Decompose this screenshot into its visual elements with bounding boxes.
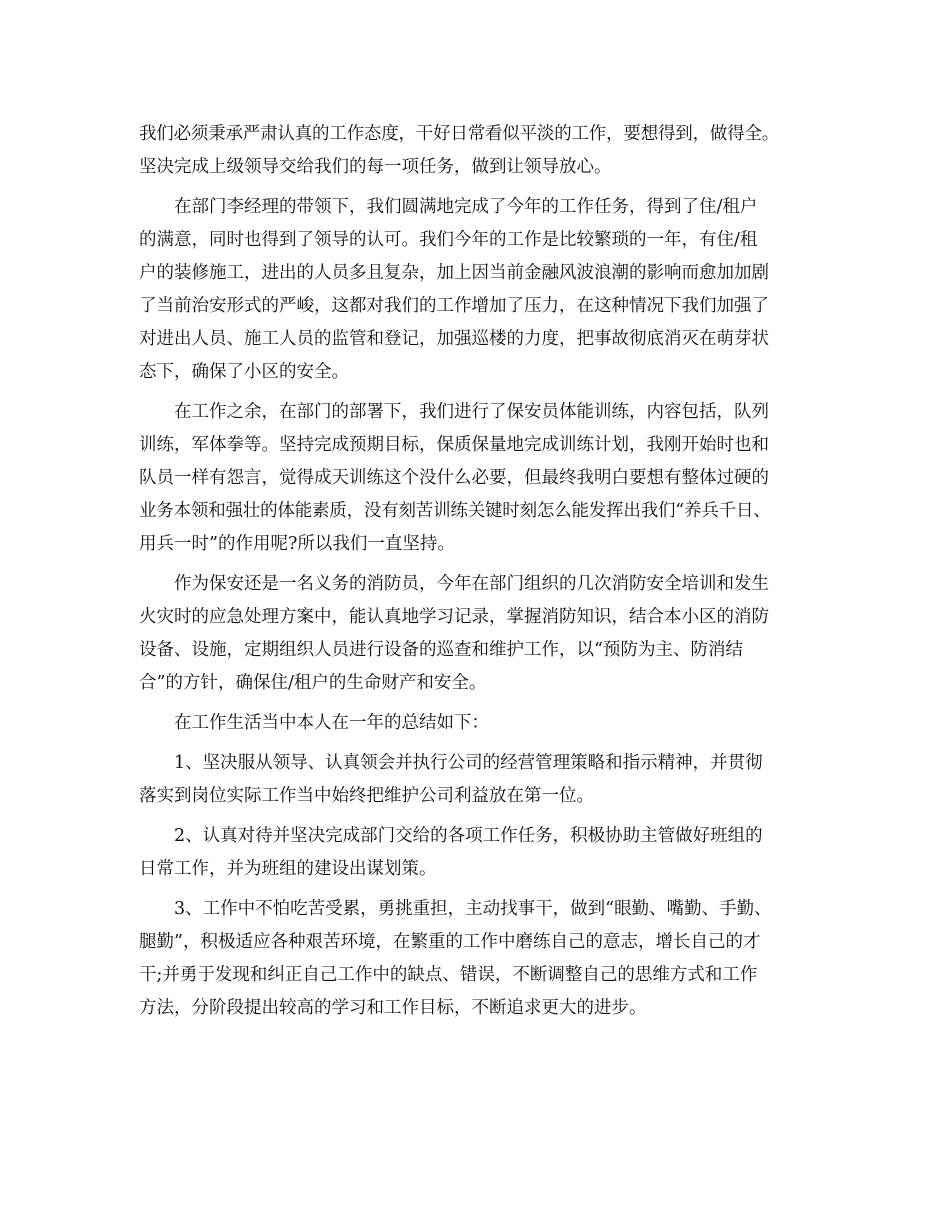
text-line: 落实到岗位实际工作当中始终把维护公司利益放在第一位。 [139, 786, 594, 806]
text-line: 火灾时的应急处理方案中，能认真地学习记录，掌握消防知识，结合本小区的消防 [139, 607, 769, 627]
text-line: 训练，军体拳等。坚持完成预期目标，保质保量地完成训练计划，我刚开始时也和 [139, 435, 769, 455]
text-line: 在工作生活当中本人在一年的总结如下： [139, 713, 489, 733]
text-line: 业务本领和强壮的体能素质，没有刻苦训练关键时刻怎么能发挥出我们“养兵千日、 [139, 501, 771, 521]
text-line: 作为保安还是一名义务的消防员，今年在部门组织的几次消防安全培训和发生 [139, 574, 769, 594]
text-line: 设备、设施，定期组织人员进行设备的巡查和维护工作，以“预防为主、防消结 [139, 640, 743, 660]
text-line: 腿勤”，积极适应各种艰苦环境，在繁重的工作中磨练自己的意志，增长自己的才 [139, 932, 761, 952]
text-line: 合”的方针，确保住/租户的生命财产和安全。 [139, 673, 487, 693]
text-line: 在工作之余，在部门的部署下，我们进行了保安员体能训练，内容包括，队列 [139, 402, 769, 422]
text-line: 我们必须秉承严肃认真的工作态度，干好日常看似平淡的工作，要想得到，做得全。 [139, 124, 780, 144]
text-line: 日常工作，并为班组的建设出谋划策。 [139, 859, 437, 879]
document-body [139, 118, 839, 1025]
text-line: 态下，确保了小区的安全。 [139, 362, 349, 382]
text-line: 户的装修施工，进出的人员多且复杂，加上因当前金融风波浪潮的影响而愈加加剧 [139, 263, 769, 283]
text-line: 用兵一时”的作用呢?所以我们一直坚持。 [139, 534, 455, 554]
text-line: 2、认真对待并坚决完成部门交给的各项工作任务，积极协助主管做好班组的 [139, 826, 763, 846]
text-line: 了当前治安形式的严峻，这都对我们的工作增加了压力，在这种情况下我们加强了 [139, 296, 769, 316]
text-line: 队员一样有怨言，觉得成天训练这个没什么必要，但最终我明白要想有整体过硬的 [139, 468, 769, 488]
text-line: 在部门李经理的带领下，我们圆满地完成了今年的工作任务，得到了住/租户 [139, 197, 758, 217]
text-line: 对进出人员、施工人员的监管和登记，加强巡楼的力度，把事故彻底消灭在萌芽状 [139, 329, 769, 349]
text-line: 干;并勇于发现和纠正自己工作中的缺点、错误，不断调整自己的思维方式和工作 [139, 965, 758, 985]
text-line: 坚决完成上级领导交给我们的每一项任务，做到让领导放心。 [139, 157, 612, 177]
text-line: 1、坚决服从领导、认真领会并执行公司的经营管理策略和指示精神，并贯彻 [139, 753, 763, 773]
text-line: 3、工作中不怕吃苦受累，勇挑重担，主动找事干，做到“眼勤、嘴勤、手勤、 [139, 899, 772, 919]
text-line: 方法，分阶段提出较高的学习和工作目标，不断追求更大的进步。 [139, 998, 647, 1018]
text-line: 的满意，同时也得到了领导的认可。我们今年的工作是比较繁琐的一年，有住/租 [139, 230, 758, 250]
